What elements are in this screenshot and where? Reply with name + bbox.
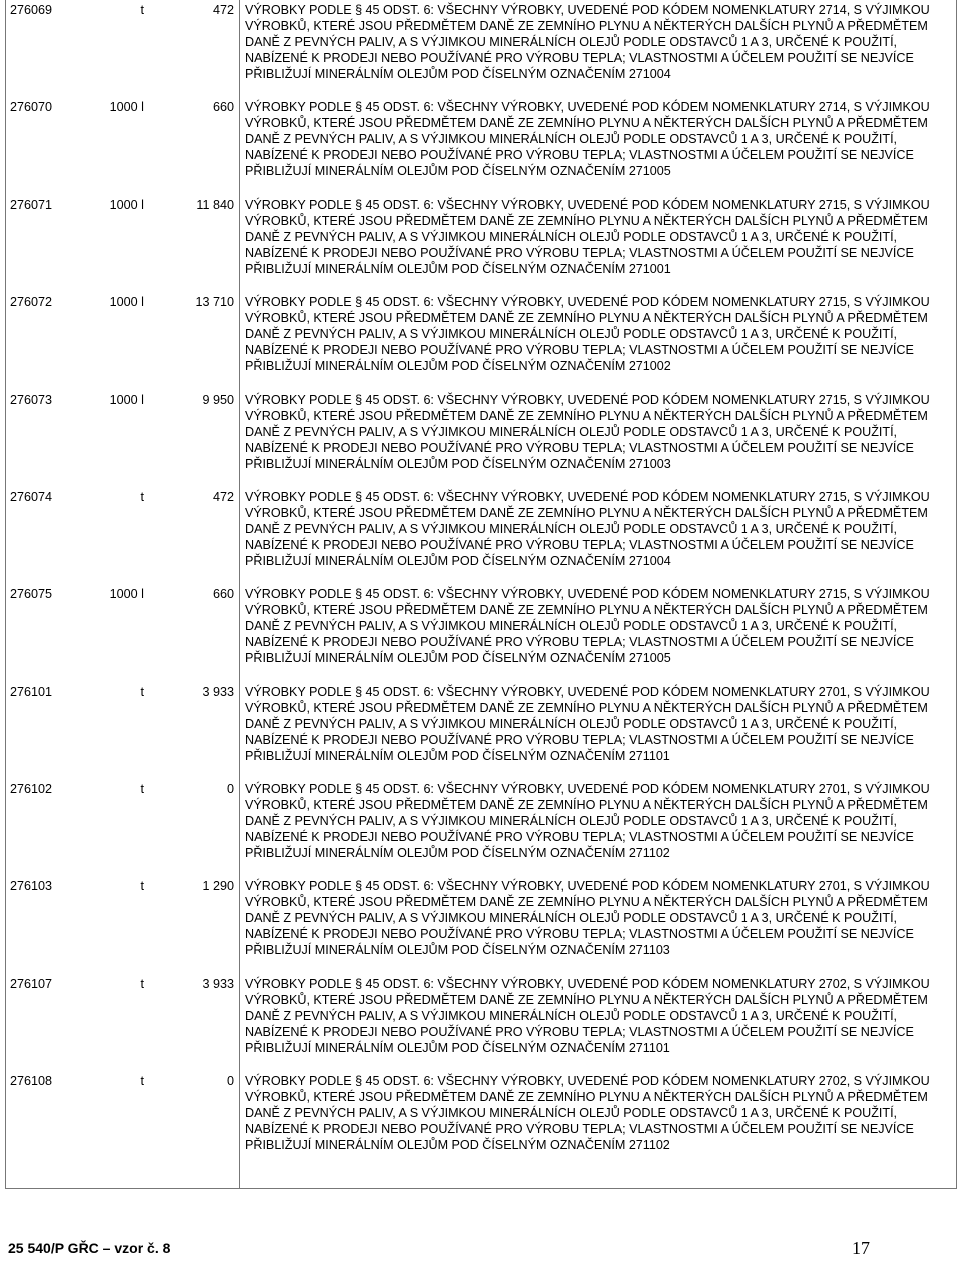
item-quantity: 660 (212, 100, 234, 114)
item-code: 276074 (10, 490, 53, 504)
item-code: 276101 (10, 685, 53, 699)
item-unit: 1000 l (109, 100, 144, 114)
item-description: VÝROBKY PODLE § 45 ODST. 6: VŠECHNY VÝROBKY, UVEDENÉ POD KÓDEM NOMENKLATURY 2714, S VÝJIMKOU VÝROBKŮ, KTERÉ JSOU PŘEDMĚTEM DANĚ ZE ZEMNÍHO PLYNU A NĚKTERÝCH DALŠÍCH PLYNŮ A PŘEDMĚTEM DANĚ Z PEVNÝCH PALIV, A S VÝJIMKOU MINERÁLNÍCH OLEJŮ PODLE ODSTAVCŮ 1 A 3, URČENÉ K POUŽITÍ, NABÍZENÉ K PRODEJI NEBO POUŽÍVANÉ PRO VÝROBU TEPLA; VLASTNOSTMI A ÚČELEM POUŽITÍ SE NEJVÍCE PŘIBLIŽUJÍ MINERÁLNÍM OLEJŮM POD ČÍSELNÝM OZNAČENÍM 271004 (245, 3, 930, 81)
page-number: 17 (852, 1238, 870, 1258)
item-quantity: 0 (226, 1074, 234, 1088)
item-description: VÝROBKY PODLE § 45 ODST. 6: VŠECHNY VÝROBKY, UVEDENÉ POD KÓDEM NOMENKLATURY 2701, S VÝJIMKOU VÝROBKŮ, KTERÉ JSOU PŘEDMĚTEM DANĚ ZE ZEMNÍHO PLYNU A NĚKTERÝCH DALŠÍCH PLYNŮ A PŘEDMĚTEM DANĚ Z PEVNÝCH PALIV, A S VÝJIMKOU MINERÁLNÍCH OLEJŮ PODLE ODSTAVCŮ 1 A 3, URČENÉ K POUŽITÍ, NABÍZENÉ K PRODEJI NEBO POUŽÍVANÉ PRO VÝROBU TEPLA; VLASTNOSTMI A ÚČELEM POUŽITÍ SE NEJVÍCE PŘIBLIŽUJÍ MINERÁLNÍM OLEJŮM POD ČÍSELNÝM OZNAČENÍM 271101 (245, 685, 930, 763)
table-row (6, 682, 956, 768)
item-description: VÝROBKY PODLE § 45 ODST. 6: VŠECHNY VÝROBKY, UVEDENÉ POD KÓDEM NOMENKLATURY 2702, S VÝJIMKOU VÝROBKŮ, KTERÉ JSOU PŘEDMĚTEM DANĚ ZE ZEMNÍHO PLYNU A NĚKTERÝCH DALŠÍCH PLYNŮ A PŘEDMĚTEM DANĚ Z PEVNÝCH PALIV, A S VÝJIMKOU MINERÁLNÍCH OLEJŮ PODLE ODSTAVCŮ 1 A 3, URČENÉ K POUŽITÍ, NABÍZENÉ K PRODEJI NEBO POUŽÍVANÉ PRO VÝROBU TEPLA; VLASTNOSTMI A ÚČELEM POUŽITÍ SE NEJVÍCE PŘIBLIŽUJÍ MINERÁLNÍM OLEJŮM POD ČÍSELNÝM OZNAČENÍM 271102 (245, 1074, 930, 1152)
table-row (6, 390, 956, 476)
item-unit: t (140, 782, 144, 796)
item-quantity: 660 (212, 587, 234, 601)
item-unit: t (140, 3, 144, 17)
item-quantity: 472 (212, 3, 234, 17)
table-row (6, 584, 956, 670)
table-row (6, 876, 956, 962)
item-unit: 1000 l (109, 587, 144, 601)
item-description: VÝROBKY PODLE § 45 ODST. 6: VŠECHNY VÝROBKY, UVEDENÉ POD KÓDEM NOMENKLATURY 2714, S VÝJIMKOU VÝROBKŮ, KTERÉ JSOU PŘEDMĚTEM DANĚ ZE ZEMNÍHO PLYNU A NĚKTERÝCH DALŠÍCH PLYNŮ A PŘEDMĚTEM DANĚ Z PEVNÝCH PALIV, A S VÝJIMKOU MINERÁLNÍCH OLEJŮ PODLE ODSTAVCŮ 1 A 3, URČENÉ K POUŽITÍ, NABÍZENÉ K PRODEJI NEBO POUŽÍVANÉ PRO VÝROBU TEPLA; VLASTNOSTMI A ÚČELEM POUŽITÍ SE NEJVÍCE PŘIBLIŽUJÍ MINERÁLNÍM OLEJŮM POD ČÍSELNÝM OZNAČENÍM 271005 (245, 100, 930, 178)
table-row (6, 1071, 956, 1157)
table-row (6, 292, 956, 378)
item-description: VÝROBKY PODLE § 45 ODST. 6: VŠECHNY VÝROBKY, UVEDENÉ POD KÓDEM NOMENKLATURY 2715, S VÝJIMKOU VÝROBKŮ, KTERÉ JSOU PŘEDMĚTEM DANĚ ZE ZEMNÍHO PLYNU A NĚKTERÝCH DALŠÍCH PLYNŮ A PŘEDMĚTEM DANĚ Z PEVNÝCH PALIV, A S VÝJIMKOU MINERÁLNÍCH OLEJŮ PODLE ODSTAVCŮ 1 A 3, URČENÉ K POUŽITÍ, NABÍZENÉ K PRODEJI NEBO POUŽÍVANÉ PRO VÝROBU TEPLA; VLASTNOSTMI A ÚČELEM POUŽITÍ SE NEJVÍCE PŘIBLIŽUJÍ MINERÁLNÍM OLEJŮM POD ČÍSELNÝM OZNAČENÍM 271004 (245, 490, 930, 568)
item-unit: t (140, 879, 144, 893)
item-description: VÝROBKY PODLE § 45 ODST. 6: VŠECHNY VÝROBKY, UVEDENÉ POD KÓDEM NOMENKLATURY 2715, S VÝJIMKOU VÝROBKŮ, KTERÉ JSOU PŘEDMĚTEM DANĚ ZE ZEMNÍHO PLYNU A NĚKTERÝCH DALŠÍCH PLYNŮ A PŘEDMĚTEM DANĚ Z PEVNÝCH PALIV, A S VÝJIMKOU MINERÁLNÍCH OLEJŮ PODLE ODSTAVCŮ 1 A 3, URČENÉ K POUŽITÍ, NABÍZENÉ K PRODEJI NEBO POUŽÍVANÉ PRO VÝROBU TEPLA; VLASTNOSTMI A ÚČELEM POUŽITÍ SE NEJVÍCE PŘIBLIŽUJÍ MINERÁLNÍM OLEJŮM POD ČÍSELNÝM OZNAČENÍM 271005 (245, 587, 930, 665)
item-code: 276069 (10, 3, 53, 17)
item-code: 276073 (10, 393, 53, 407)
item-description: VÝROBKY PODLE § 45 ODST. 6: VŠECHNY VÝROBKY, UVEDENÉ POD KÓDEM NOMENKLATURY 2702, S VÝJIMKOU VÝROBKŮ, KTERÉ JSOU PŘEDMĚTEM DANĚ ZE ZEMNÍHO PLYNU A NĚKTERÝCH DALŠÍCH PLYNŮ A PŘEDMĚTEM DANĚ Z PEVNÝCH PALIV, A S VÝJIMKOU MINERÁLNÍCH OLEJŮ PODLE ODSTAVCŮ 1 A 3, URČENÉ K POUŽITÍ, NABÍZENÉ K PRODEJI NEBO POUŽÍVANÉ PRO VÝROBU TEPLA; VLASTNOSTMI A ÚČELEM POUŽITÍ SE NEJVÍCE PŘIBLIŽUJÍ MINERÁLNÍM OLEJŮM POD ČÍSELNÝM OZNAČENÍM 271101 (245, 977, 930, 1055)
item-quantity: 3 933 (202, 685, 234, 699)
item-unit: 1000 l (109, 295, 144, 309)
item-unit: 1000 l (109, 198, 144, 212)
item-description: VÝROBKY PODLE § 45 ODST. 6: VŠECHNY VÝROBKY, UVEDENÉ POD KÓDEM NOMENKLATURY 2715, S VÝJIMKOU VÝROBKŮ, KTERÉ JSOU PŘEDMĚTEM DANĚ ZE ZEMNÍHO PLYNU A NĚKTERÝCH DALŠÍCH PLYNŮ A PŘEDMĚTEM DANĚ Z PEVNÝCH PALIV, A S VÝJIMKOU MINERÁLNÍCH OLEJŮ PODLE ODSTAVCŮ 1 A 3, URČENÉ K POUŽITÍ, NABÍZENÉ K PRODEJI NEBO POUŽÍVANÉ PRO VÝROBU TEPLA; VLASTNOSTMI A ÚČELEM POUŽITÍ SE NEJVÍCE PŘIBLIŽUJÍ MINERÁLNÍM OLEJŮM POD ČÍSELNÝM OZNAČENÍM 271002 (245, 295, 930, 373)
item-quantity: 0 (226, 782, 234, 796)
table-row (6, 195, 956, 281)
item-unit: 1000 l (109, 393, 144, 407)
table-row (6, 97, 956, 183)
item-description: VÝROBKY PODLE § 45 ODST. 6: VŠECHNY VÝROBKY, UVEDENÉ POD KÓDEM NOMENKLATURY 2701, S VÝJIMKOU VÝROBKŮ, KTERÉ JSOU PŘEDMĚTEM DANĚ ZE ZEMNÍHO PLYNU A NĚKTERÝCH DALŠÍCH PLYNŮ A PŘEDMĚTEM DANĚ Z PEVNÝCH PALIV, A S VÝJIMKOU MINERÁLNÍCH OLEJŮ PODLE ODSTAVCŮ 1 A 3, URČENÉ K POUŽITÍ, NABÍZENÉ K PRODEJI NEBO POUŽÍVANÉ PRO VÝROBU TEPLA; VLASTNOSTMI A ÚČELEM POUŽITÍ SE NEJVÍCE PŘIBLIŽUJÍ MINERÁLNÍM OLEJŮM POD ČÍSELNÝM OZNAČENÍM 271103 (245, 879, 930, 957)
table-row (6, 0, 956, 86)
item-code: 276070 (10, 100, 53, 114)
item-code: 276075 (10, 587, 53, 601)
item-code: 276102 (10, 782, 53, 796)
item-unit: t (140, 685, 144, 699)
item-quantity: 472 (212, 490, 234, 504)
item-description: VÝROBKY PODLE § 45 ODST. 6: VŠECHNY VÝROBKY, UVEDENÉ POD KÓDEM NOMENKLATURY 2715, S VÝJIMKOU VÝROBKŮ, KTERÉ JSOU PŘEDMĚTEM DANĚ ZE ZEMNÍHO PLYNU A NĚKTERÝCH DALŠÍCH PLYNŮ A PŘEDMĚTEM DANĚ Z PEVNÝCH PALIV, A S VÝJIMKOU MINERÁLNÍCH OLEJŮ PODLE ODSTAVCŮ 1 A 3, URČENÉ K POUŽITÍ, NABÍZENÉ K PRODEJI NEBO POUŽÍVANÉ PRO VÝROBU TEPLA; VLASTNOSTMI A ÚČELEM POUŽITÍ SE NEJVÍCE PŘIBLIŽUJÍ MINERÁLNÍM OLEJŮM POD ČÍSELNÝM OZNAČENÍM 271001 (245, 198, 930, 276)
item-quantity: 9 950 (202, 393, 234, 407)
item-code: 276108 (10, 1074, 53, 1088)
item-quantity: 3 933 (202, 977, 234, 991)
item-unit: t (140, 490, 144, 504)
table-row (6, 487, 956, 573)
item-description: VÝROBKY PODLE § 45 ODST. 6: VŠECHNY VÝROBKY, UVEDENÉ POD KÓDEM NOMENKLATURY 2715, S VÝJIMKOU VÝROBKŮ, KTERÉ JSOU PŘEDMĚTEM DANĚ ZE ZEMNÍHO PLYNU A NĚKTERÝCH DALŠÍCH PLYNŮ A PŘEDMĚTEM DANĚ Z PEVNÝCH PALIV, A S VÝJIMKOU MINERÁLNÍCH OLEJŮ PODLE ODSTAVCŮ 1 A 3, URČENÉ K POUŽITÍ, NABÍZENÉ K PRODEJI NEBO POUŽÍVANÉ PRO VÝROBU TEPLA; VLASTNOSTMI A ÚČELEM POUŽITÍ SE NEJVÍCE PŘIBLIŽUJÍ MINERÁLNÍM OLEJŮM POD ČÍSELNÝM OZNAČENÍM 271003 (245, 393, 930, 471)
table-row (6, 974, 956, 1060)
data-table (5, 0, 957, 1189)
item-quantity: 1 290 (202, 879, 234, 893)
item-unit: t (140, 977, 144, 991)
item-unit: t (140, 1074, 144, 1088)
item-code: 276107 (10, 977, 53, 991)
table-row (6, 779, 956, 865)
form-code: 25 540/P GŘC – vzor č. 8 (8, 1240, 171, 1256)
item-code: 276071 (10, 198, 53, 212)
item-quantity: 11 840 (196, 198, 234, 212)
item-code: 276103 (10, 879, 53, 893)
item-code: 276072 (10, 295, 53, 309)
item-description: VÝROBKY PODLE § 45 ODST. 6: VŠECHNY VÝROBKY, UVEDENÉ POD KÓDEM NOMENKLATURY 2701, S VÝJIMKOU VÝROBKŮ, KTERÉ JSOU PŘEDMĚTEM DANĚ ZE ZEMNÍHO PLYNU A NĚKTERÝCH DALŠÍCH PLYNŮ A PŘEDMĚTEM DANĚ Z PEVNÝCH PALIV, A S VÝJIMKOU MINERÁLNÍCH OLEJŮ PODLE ODSTAVCŮ 1 A 3, URČENÉ K POUŽITÍ, NABÍZENÉ K PRODEJI NEBO POUŽÍVANÉ PRO VÝROBU TEPLA; VLASTNOSTMI A ÚČELEM POUŽITÍ SE NEJVÍCE PŘIBLIŽUJÍ MINERÁLNÍM OLEJŮM POD ČÍSELNÝM OZNAČENÍM 271102 (245, 782, 930, 860)
item-quantity: 13 710 (195, 295, 234, 309)
